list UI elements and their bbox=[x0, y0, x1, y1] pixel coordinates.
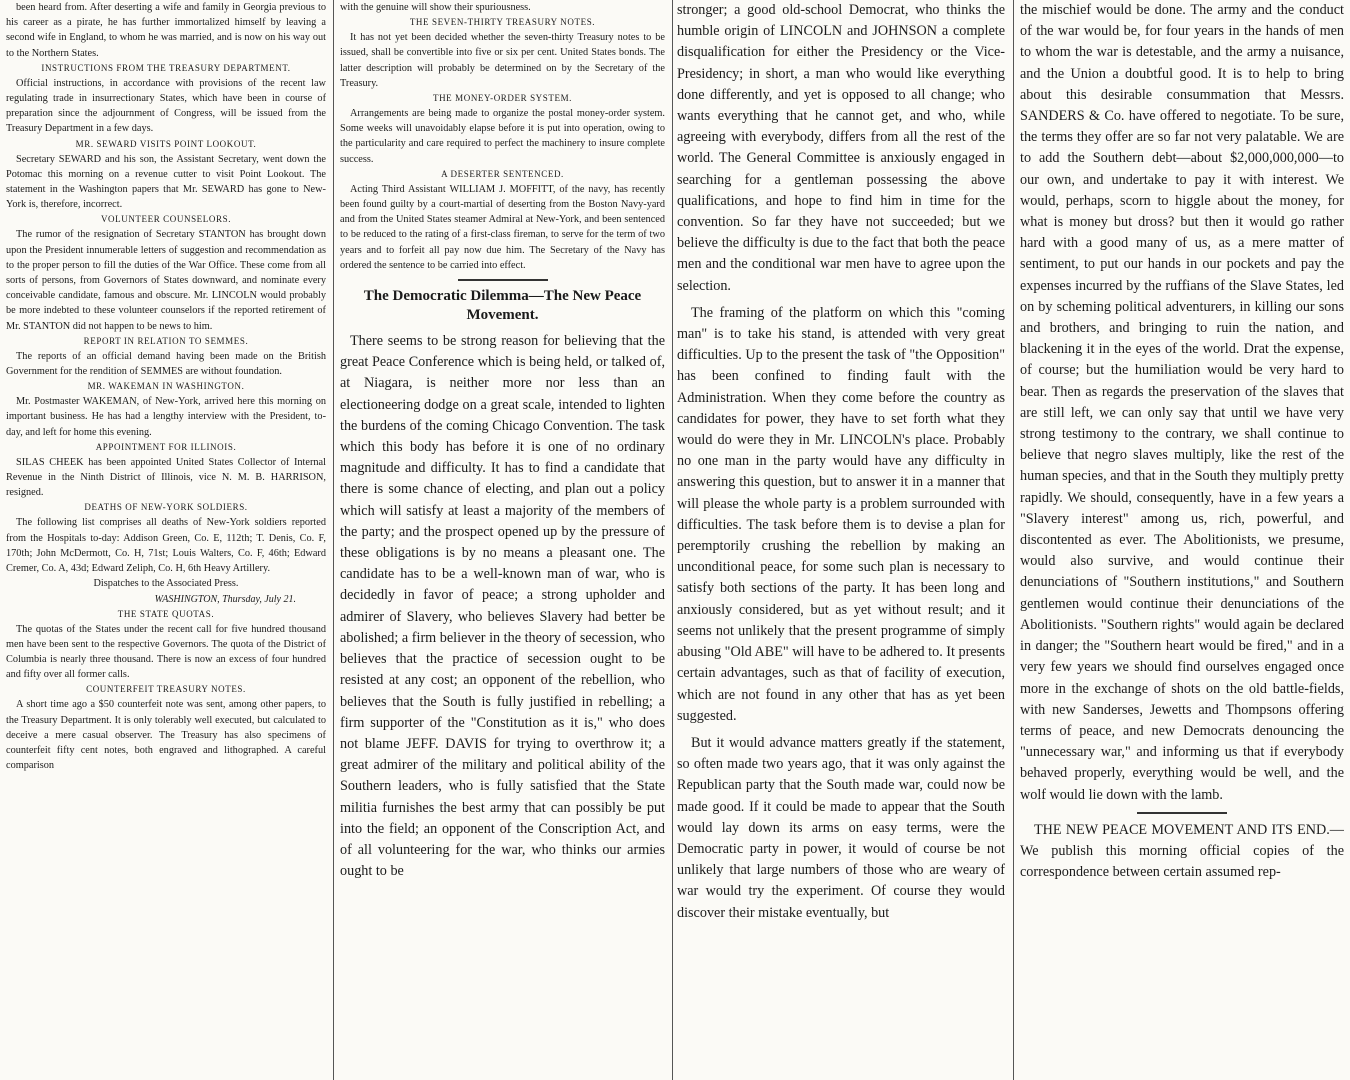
column-rule bbox=[672, 0, 673, 1080]
section-divider bbox=[458, 279, 548, 281]
subheading: A DESERTER SENTENCED. bbox=[441, 168, 564, 179]
article-paragraph: Secretary SEWARD and his son, the Assistant Secretary, went down the Potomac this morning on a revenue cutter to visit Point Lookout. The statement in the Washington papers that Mr. SEWARD has gone to New-York is, therefore, incorrect. bbox=[6, 153, 326, 211]
subheading: VOLUNTEER COUNSELORS. bbox=[100, 214, 232, 225]
article-paragraph: with the genuine will show their spuriousness. bbox=[340, 2, 531, 13]
column-4 bbox=[1020, 0, 1344, 1080]
subheading: INSTRUCTIONS FROM THE TREASURY DEPARTMENT. bbox=[41, 62, 291, 73]
article-paragraph: Official instructions, in accordance with provisions of the recent law regulating trade in insurrectionary States, which have been in course of preparation since the adjournment of Congress, will be issued from the Treasury Department in a few days. bbox=[6, 77, 326, 135]
article-paragraph: SILAS CHEEK has been appointed United States Collector of Internal Revenue in the Ninth District of Illinois, vice N. M. B. HARRISON, resigned. bbox=[6, 456, 326, 499]
column-rule bbox=[1013, 0, 1014, 1080]
article-paragraph: There seems to be strong reason for believing that the great Peace Conference which is being held, or talked of, at Niagara, is neither more nor less than an electioneering dodge on a great scale, intended to lighten the burdens of the coming Chicago Convention. The task which this body has before it is one of no ordinary magnitude and difficulty. It has to find a candidate that there is some chance of electing, and plan out a policy which will satisfy at least a majority of the members of the party; and the prospect opened up by the pressure of these obligations is by no means a pleasant one. The candidate has to be a well-known man of war, who is decidedly in favor of peace; a strong upholder and admirer of Slavery, who believes Slavery had better be abolished; a firm believer in the theory of secession, who believes that the practice of secession ought to be resisted at any cost; an opponent of the rebellion, who believes that the South is fully justified in rebelling; a firm supporter of the "Constitution as it is," who does not blame JEFF. DAVIS for trying to overthrow it; a great admirer of the military and political ability of the Southern leaders, who is fully satisfied that the State militia furnishes the best army that can possibly be put into the field; an opponent of the Conscription Act, and of all volunteering for the war, who thinks our armies ought to be bbox=[340, 333, 665, 880]
article-paragraph: Acting Third Assistant WILLIAM J. MOFFITT, of the navy, has recently been found guilty by a court-martial of deserting from the Boston Navy-yard and from the United States steamer Admiral at New-York, and been sentenced to be reduced to the rating of a first-class fireman, to serve for the term of two years and to forfeit all pay now due him. The Secretary of the Navy has ordered the sentence to be carried into effect. bbox=[340, 183, 665, 271]
article-paragraph: It has not yet been decided whether the seven-thirty Treasury notes to be issued, shall be convertible into five or six per cent. United States bonds. The latter description will probably be determined on by the Secretary of the Treasury. bbox=[340, 32, 665, 89]
subheading: THE SEVEN-THIRTY TREASURY NOTES. bbox=[409, 17, 596, 28]
article-paragraph: The rumor of the resignation of Secretary STANTON has brought down upon the President innumerable letters of suggestion and recommendation as to the proper person to fill the duties of the War Office. These come from all sorts of persons, from Governors of States downward, and nominate every conceivable candidate, famous and obscure. Mr. LINCOLN would probably be more indebted to these volunteer counselors if the reported retirement of Mr. STANTON did not happen to be news to him. bbox=[6, 229, 326, 332]
subheading: DEATHS OF NEW-YORK SOLDIERS. bbox=[84, 502, 248, 513]
subheading: THE MONEY-ORDER SYSTEM. bbox=[432, 93, 573, 104]
column-rule bbox=[333, 0, 334, 1080]
column-1 bbox=[6, 0, 326, 1080]
subheading: APPOINTMENT FOR ILLINOIS. bbox=[95, 441, 237, 452]
article-paragraph: Mr. Postmaster WAKEMAN, of New-York, arrived here this morning on important business. He has had a lengthy interview with the President, to-day, and left for home this evening. bbox=[6, 396, 326, 438]
article-paragraph: The following list comprises all deaths of New-York soldiers reported from the Hospitals to-day: Addison Green, Co. E, 112th; T. Denis, Co. F, 170th; John McDermott, Co. H, 71st; Louis Walters, Co. F, 46th; Edward Cremer, Co. A, 43d; Edward Zeliph, Co. H, 6th Heavy Artillery. bbox=[6, 517, 326, 575]
section-divider bbox=[1137, 812, 1227, 814]
article-paragraph: the mischief would be done. The army and the conduct of the war would be, for four years in the hands of men to whom the war is detestable, and the army a nuisance, and the Union a doubtful good. It is to help to bring about this desirable consummation that Messrs. SANDERS & Co. have offered to negotiate. To be sure, the terms they offer are so far not very palatable. We are to add the Southern debt—about $2,000,000,000—to our own, and undertake to pay it with interest. We would, perhaps, scorn to higgle about the money, for what is money but dross? but then it would go rather hard with a good many of us, as a mere matter of sentiment, to put our hands in our pockets and pay the expenses incurred by the ruffians of the Slave States, led on by scheming political adventurers, in killing our sons and brothers, and bringing to ruin the nation, and blackening it in the eyes of the world. Drat the expense, of course; but the humiliation would be very hard to bear. Then as regards the preservation of the slaves that are still left, we can only say that until we have very strong testimony to the contrary, we shall continue to believe that negro slaves multiply, like the rest of the human species, and that in the South they multiply pretty rapidly. We should, consequently, have in a few years a "Slavery interest" among us, rich, powerful, and discontented as ever. The Abolitionists, we presume, would also survive, and would continue their denunciations of "Southern institutions," and Southern gentlemen would continue their denunciations of the Abolitionists. "Southern rights" would again be declared in danger; the "Southern heart would be fired," and in a very few years we should find ourselves engaged once more in the exchange of shots on the old battle-fields, with new Sanderses, Jewetts and Thompsons offering terms of peace, and new Democrats denouncing the "unnecessary war," and informing us that if everybody behaved properly, everything would be well, and the wolf would lie down with the lamb. bbox=[1020, 2, 1344, 803]
dispatch-heading: Dispatches to the Associated Press. bbox=[93, 578, 239, 590]
article-paragraph: been heard from. After deserting a wife and family in Georgia previous to his career as a pirate, he has further immortalized himself by leaving a second wife in England, to whom he was married, and is now on his way out to the Northern States. bbox=[6, 2, 326, 59]
column-3 bbox=[677, 0, 1005, 1080]
article-paragraph: THE NEW PEACE MOVEMENT AND ITS END.—We publish this morning official copies of the correspondence between certain assumed rep- bbox=[1020, 821, 1344, 881]
article-headline: The Democratic Dilemma—The New Peace Movement. bbox=[363, 288, 642, 324]
article-paragraph: A short time ago a $50 counterfeit note was sent, among other papers, to the Treasury Department. It is only tolerably well executed, but calculated to deceive a mere casual observer. The Treasury has also specimens of counterfeit fifty cent notes, both engraved and lithographed. A careful comparison bbox=[6, 699, 326, 772]
article-paragraph: The reports of an official demand having been made on the British Government for the rendition of SEMMES are without foundation. bbox=[6, 350, 326, 378]
subheading: THE STATE QUOTAS. bbox=[117, 608, 215, 619]
article-paragraph: But it would advance matters greatly if the statement, so often made two years ago, that it was only against the Republican party that the South made war, could now be made good. If it could be made to appear that the South would lay down its arms on easy terms, were the Democratic party in power, it would of course be not unlikely that large numbers of those who are weary of war would try the experiment. Of course they would discover their mistake eventually, but bbox=[677, 734, 1005, 921]
article-paragraph: The framing of the platform on which this "coming man" is to take his stand, is attended with very great difficulties. Up to the present the task of "the Opposition" has been confined to finding fault with the Administration. When they come before the country as candidates for power, they have to set forth what they would do were they in Mr. LINCOLN's place. Probably no one man in the party would have any difficulty in answering this question, but to answer it in a manner that will please the whole party is a problem surrounded with difficulties. The task before them is to devise a plan for peremptorily crushing the rebellion by making an unconditional peace, for some such plan is necessary to satisfy both sections of the party. It has been long and anxiously considered, but as yet without result; and it seems not unlikely that the present programme of simply abusing "Old ABE" will have to be adhered to. It presents certain advantages, such as that of facility of execution, which are not found in any other that has as yet been suggested. bbox=[677, 304, 1005, 724]
article-paragraph: stronger; a good old-school Democrat, who thinks the humble origin of LINCOLN and JOHNSON a complete disqualification for either the Presidency or the Vice-Presidency; in short, a man who would like everything done differently, and yet is opposed to all change; who wants everything that he cannot get, and who, while agreeing with everybody, differs from all the rest of the world. The General Committee is anxiously engaged in searching for a gentleman possessing the above qualifications, and hope to find him in time for the convention. So far they have not succeeded; but we believe the difficulty is due to the fact that both the peace men and the conditional war men have to agree upon the selection. bbox=[677, 2, 1005, 294]
column-2 bbox=[340, 0, 665, 1080]
article-paragraph: The quotas of the States under the recent call for five hundred thousand men have been sent to the respective Governors. The quota of the District of Columbia is nearly three thousand. There is now an excess of four hundred and fifty over all former calls. bbox=[6, 623, 326, 681]
subheading: REPORT IN RELATION TO SEMMES. bbox=[83, 335, 249, 346]
dateline: WASHINGTON, Thursday, July 21. bbox=[154, 593, 296, 605]
subheading: COUNTERFEIT TREASURY NOTES. bbox=[86, 684, 246, 695]
article-paragraph: Arrangements are being made to organize the postal money-order system. Some weeks will unavoidably elapse before it is put into operation, owing to the particularity and care required to perfect the machinery to insure complete success. bbox=[340, 108, 665, 165]
subheading: MR. SEWARD VISITS POINT LOOKOUT. bbox=[75, 138, 257, 149]
subheading: MR. WAKEMAN IN WASHINGTON. bbox=[87, 381, 245, 392]
